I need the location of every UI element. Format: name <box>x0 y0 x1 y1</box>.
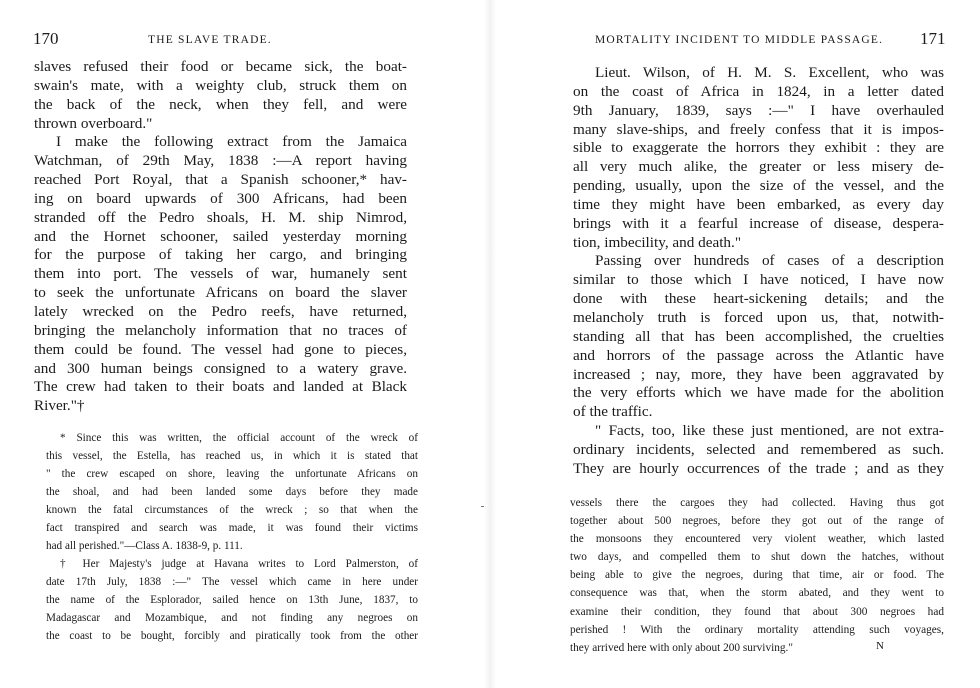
text-line: ordinary incidents, selected and remembered as such. <box>573 440 944 458</box>
text-line: reached Port Royal, that a Spanish schooner,* hav- <box>34 171 407 189</box>
text-line: " Facts, too, like these just mentioned, are not extra- <box>595 422 944 440</box>
footnote-line: they arrived here with only about 200 surviving." <box>570 641 793 654</box>
footnote-line: the coast to be bought, forcibly and piratically took from the other <box>46 630 418 642</box>
text-line: of the traffic. <box>573 403 653 421</box>
text-line: They are hourly occurrences of the trade ; and as they <box>573 459 944 477</box>
left-footnotes <box>46 429 418 645</box>
signature-mark: N <box>876 640 885 652</box>
margin-mark <box>481 506 484 507</box>
footnote-line: being able to give the negroes, during that time, air or food. The <box>570 569 944 582</box>
text-line: Passing over hundreds of cases of a description <box>595 252 944 270</box>
text-line: I make the following extract from the Jamaica <box>56 133 407 151</box>
footnote-line: the monsoons they encountered very violent weather, which lasted <box>570 533 944 546</box>
text-line: and 300 human beings consigned to a watery grave. <box>34 359 407 377</box>
text-line: swain's mate, with a weighty club, struck them on <box>34 76 407 94</box>
right-body-text <box>573 64 944 479</box>
footnote-line: known the fatal circumstances of the wreck ; so that when the <box>46 504 418 516</box>
text-line: increased ; nay, more, they have been aggravated by <box>573 365 944 383</box>
text-line: stranded off the Pedro shoals, H. M. ship Nimrod, <box>34 208 407 226</box>
text-line: for the purpose of taking her cargo, and bringing <box>34 246 407 264</box>
text-line: The crew had taken to their boats and landed at Black <box>34 378 407 396</box>
running-head-left: THE SLAVE TRADE. <box>148 34 272 46</box>
footnote-line: Madagascar and Mozambique, and not finding any negroes on <box>46 612 418 624</box>
running-head-right: MORTALITY INCIDENT TO MIDDLE PASSAGE. <box>595 34 884 46</box>
text-line: pending, usually, upon the size of the vessel, and the <box>573 177 944 195</box>
text-line: on the coast of Africa in 1824, in a letter dated <box>573 82 944 100</box>
text-line: 9th January, 1839, says :—" I have overhauled <box>573 101 944 119</box>
book-gutter <box>484 0 496 688</box>
text-line: River."† <box>34 397 85 415</box>
footnote-line: the shoal, and had been landed some days before they made <box>46 486 418 498</box>
text-line: many slave-ships, and freely confess that it is impos- <box>573 120 944 138</box>
text-line: brings with it a fearful increase of disease, despera- <box>573 214 944 232</box>
footnote-line: had all perished."—Class A. 1838-9, p. 111. <box>46 540 243 552</box>
left-body-text <box>34 58 407 416</box>
text-line: time they might have been embarked, as every day <box>573 195 944 213</box>
text-line: all very much alike, the greater or less misery de- <box>573 158 944 176</box>
text-line: them could be found. The vessel had gone to pieces, <box>34 340 407 358</box>
text-line: slaves refused their food or became sick, the boat- <box>34 58 407 75</box>
text-line: sible to exaggerate the horrors they exhibit : they are <box>573 139 944 157</box>
footnote-line: together about 500 negroes, before they got out of the range of <box>570 515 944 528</box>
footnote-line: " the crew escaped on shore, leaving the unfortunate Africans on <box>46 468 418 480</box>
text-line: Lieut. Wilson, of H. M. S. Excellent, who was <box>595 64 944 81</box>
footnote-line: consequence was that, when the storm abated, and they went to <box>570 587 944 600</box>
footnote-line: † Her Majesty's judge at Havana writes to Lord Palmerston, of <box>60 558 418 570</box>
footnote-line: fact transpired and search was made, it was found their victims <box>46 522 418 534</box>
text-line: ing on board upwards of 300 Africans, had been <box>34 189 407 207</box>
page-number-right: 171 <box>920 29 946 48</box>
footnote-line: two days, and compelled them to shut down the hatches, without <box>570 551 944 564</box>
footnote-line: date 17th July, 1838 :—" The vessel which came in here under <box>46 576 418 588</box>
text-line: them into port. The vessels of war, humanely sent <box>34 265 407 283</box>
page-number-left: 170 <box>33 29 59 48</box>
text-line: the very efforts which we have made for the abolition <box>573 384 944 402</box>
footnote-line: the name of the Esplorador, sailed hence on 13th June, 1837, to <box>46 594 418 606</box>
left-page-header <box>33 29 423 52</box>
text-line: standing all that has been accomplished, the cruelties <box>573 327 944 345</box>
text-line: bringing the melancholy information that no traces of <box>34 321 407 339</box>
footnote-line: perished ! With the ordinary mortality attending such voyages, <box>570 623 944 636</box>
text-line: similar to those which I have noticed, I have now <box>573 271 944 289</box>
left-page <box>0 0 480 688</box>
text-line: to seek the unfortunate Africans on board the slaver <box>34 284 407 302</box>
right-page <box>500 0 980 688</box>
footnote-line: * Since this was written, the official account of the wreck of <box>60 432 418 444</box>
text-line: and horrors of the passage across the Atlantic have <box>573 346 944 364</box>
right-page-header <box>595 29 975 52</box>
footnote-line: vessels there the cargoes they had collected. Having thus got <box>570 497 944 509</box>
text-line: tion, imbecility, and death." <box>573 233 742 251</box>
text-line: lately wrecked on the Pedro reefs, have returned, <box>34 302 407 320</box>
text-line: melancholy truth is forced upon us, that, notwith- <box>573 308 944 326</box>
text-line: Watchman, of 29th May, 1838 :—A report having <box>34 152 407 170</box>
text-line: and the Hornet schooner, sailed yesterday morning <box>34 227 407 245</box>
right-footnotes <box>570 494 944 657</box>
footnote-line: examine their condition, they found that about 300 negroes had <box>570 605 944 618</box>
footnote-line: this vessel, the Estella, has reached us, in which it is stated that <box>46 450 418 462</box>
text-line: the back of the neck, when they fell, and were <box>34 95 407 113</box>
text-line: thrown overboard." <box>34 114 153 132</box>
text-line: done with these heart-sickening details; and the <box>573 290 944 308</box>
